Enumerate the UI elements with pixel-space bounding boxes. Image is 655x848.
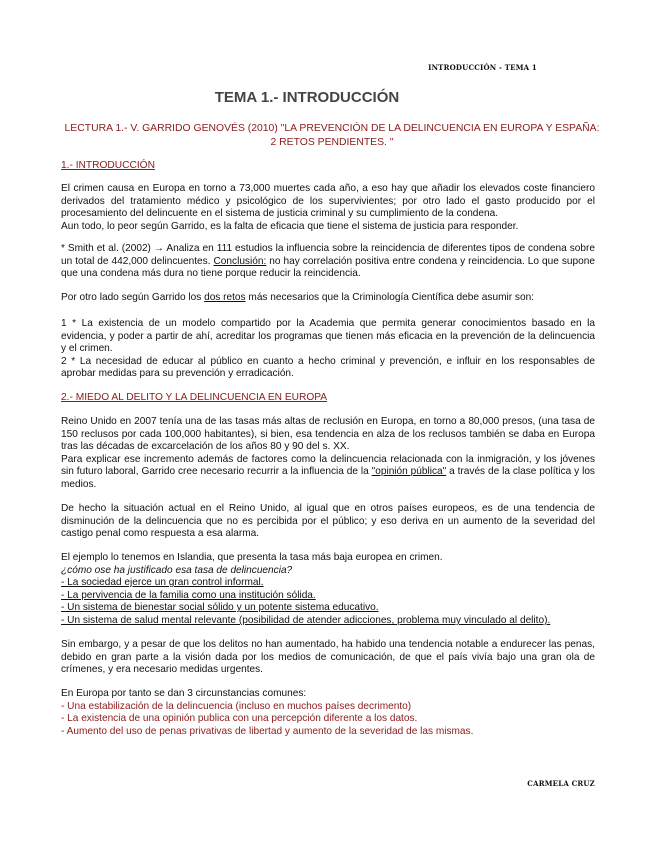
paragraph-text: El ejemplo lo tenemos en Islandia, que presenta la tasa más baja europea en crimen.	[61, 552, 443, 563]
section-heading-introduccion: 1.- INTRODUCCIÓN	[61, 160, 155, 171]
paragraph-text: más necesarios que la Criminología Científica debe asumir son:	[245, 292, 534, 303]
paragraph-crime-costs	[61, 183, 595, 233]
list-item: - Aumento del uso de penas privativas de libertad y aumento de la severidad de las mismas.	[61, 725, 474, 737]
paragraph-sin-embargo: Sin embargo, y a pesar de que los delitos no han aumentado, ha habido una tendencia notable a endurecer las penas, debido en gran parte a la visión dada por los medios de comunicación, de que el país vivía bajo una gran ola de crímenes, y era necesario medidas urgentes.	[61, 639, 595, 676]
paragraph-text: Por otro lado según Garrido los	[61, 292, 205, 303]
paragraph-text: En Europa por tanto se dan 3 circunstancias comunes:	[61, 688, 307, 699]
paragraph-text: El crimen causa en Europa en torno a 73,000 muertes cada año, a eso hay que añadir los elevados coste financiero derivados del tratamiento médico y psicológico de los supervivientes; por otro lado el gasto producido por el procesamiento del delincuente en el sistema de justicia criminal y su cumplimiento de la condena.	[61, 183, 595, 220]
retos-label: dos retos	[204, 292, 246, 303]
paragraph-text: Aun todo, lo peor según Garrido, es la falta de eficacia que tiene el sistema de justicia para responder.	[61, 220, 519, 232]
page-title: TEMA 1.- INTRODUCCIÓN	[214, 89, 400, 106]
list-item: - Un sistema de salud mental relevante (posibilidad de atender adicciones, problema muy vinculado al delito).	[61, 614, 551, 626]
list-item: - La pervivencia de la familia como una institución sólida.	[61, 589, 316, 601]
conclusion-label: Conclusión:	[213, 255, 267, 267]
reading-title: LECTURA 1.- V. GARRIDO GENOVÉS (2010) "LA PREVENCIÓN DE LA DELINCUENCIA EN EUROPA Y ESPAÑA: 2 RETOS PENDIENTES. "	[64, 123, 600, 148]
paragraph-text: Reino Unido en 2007 tenía una de las tasas más altas de reclusión en Europa, en torno a 80,000 presos, (una tasa de 150 reclusos por cada 100,000 habitantes), si bien, esa tendencia en alza de los reclusos también se daba en Europa tras las décadas de excarcelación de los años 80 y 90 del s. XX.	[61, 416, 595, 453]
opinion-publica-label: "opinión pública"	[371, 466, 447, 478]
footer-author: CARMELA CRUZ	[527, 779, 595, 788]
list-item: - La existencia de una opinión publica con una percepción diferente a los datos.	[61, 713, 418, 725]
paragraph-reto-1	[61, 318, 595, 381]
section-heading-miedo: 2.- MIEDO AL DELITO Y LA DELINCUENCIA EN EUROPA	[61, 392, 328, 403]
paragraph-text: 1 * La existencia de un modelo compartido por la Academia que permita generar conocimientos basado en la evidencia, y poder a partir de ahí, acreditar los programas que tienen más eficacia en la prevención de la delincuencia y el crimen.	[61, 318, 595, 355]
paragraph-text: no hay correlación positiva entre condena y reincidencia. Lo que supone que una condena más dura no tiene porque reducir la reincidencia.	[61, 255, 595, 280]
paragraph-situacion: De hecho la situación actual en el Reino Unido, al igual que en otros países europeos, es de una tendencia de disminución de la delincuencia que no es percibida por el público; y eso deriva en un aumento de la severidad del castigo penal como respuesta a esa alarma.	[61, 503, 595, 540]
question-text: ¿cómo ose ha justificado esa tasa de delincuencia?	[61, 564, 293, 576]
list-item: - La sociedad ejerce un gran control informal.	[61, 577, 264, 589]
paragraph-text: Para explicar ese incremento además de factores como la delincuencia relacionada con la inmigración, y los jóvenes sin futuro laboral, Garrido cree necesario recurrir a la influencia de la "opinión pública" a través de la clase política y los medios.	[61, 453, 595, 490]
paragraph-text: 2 * La necesidad de educar al público en cuanto a hecho criminal y prevención, e influir en los responsables de aprobar medidas para su prevención y erradicación.	[61, 355, 595, 380]
paragraph-text: * Smith et al. (2002) → Analiza en 111 estudios la influencia sobre la reincidencia de diferentes tipos de condena sobre un total de 442,000 delincuentes.	[61, 243, 595, 267]
list-item: - Un sistema de bienestar social sólido y un potente sistema educativo.	[61, 602, 379, 614]
list-item: - Una estabilización de la delincuencia (incluso en muchos países decrimento)	[61, 700, 412, 712]
paragraph-europa	[61, 688, 595, 738]
paragraph-reino-unido	[61, 416, 595, 492]
paragraph-islandia	[61, 552, 595, 628]
running-header: INTRODUCCIÓN - TEMA 1	[428, 63, 537, 72]
paragraph-retos	[61, 292, 595, 305]
paragraph-smith	[61, 243, 595, 281]
